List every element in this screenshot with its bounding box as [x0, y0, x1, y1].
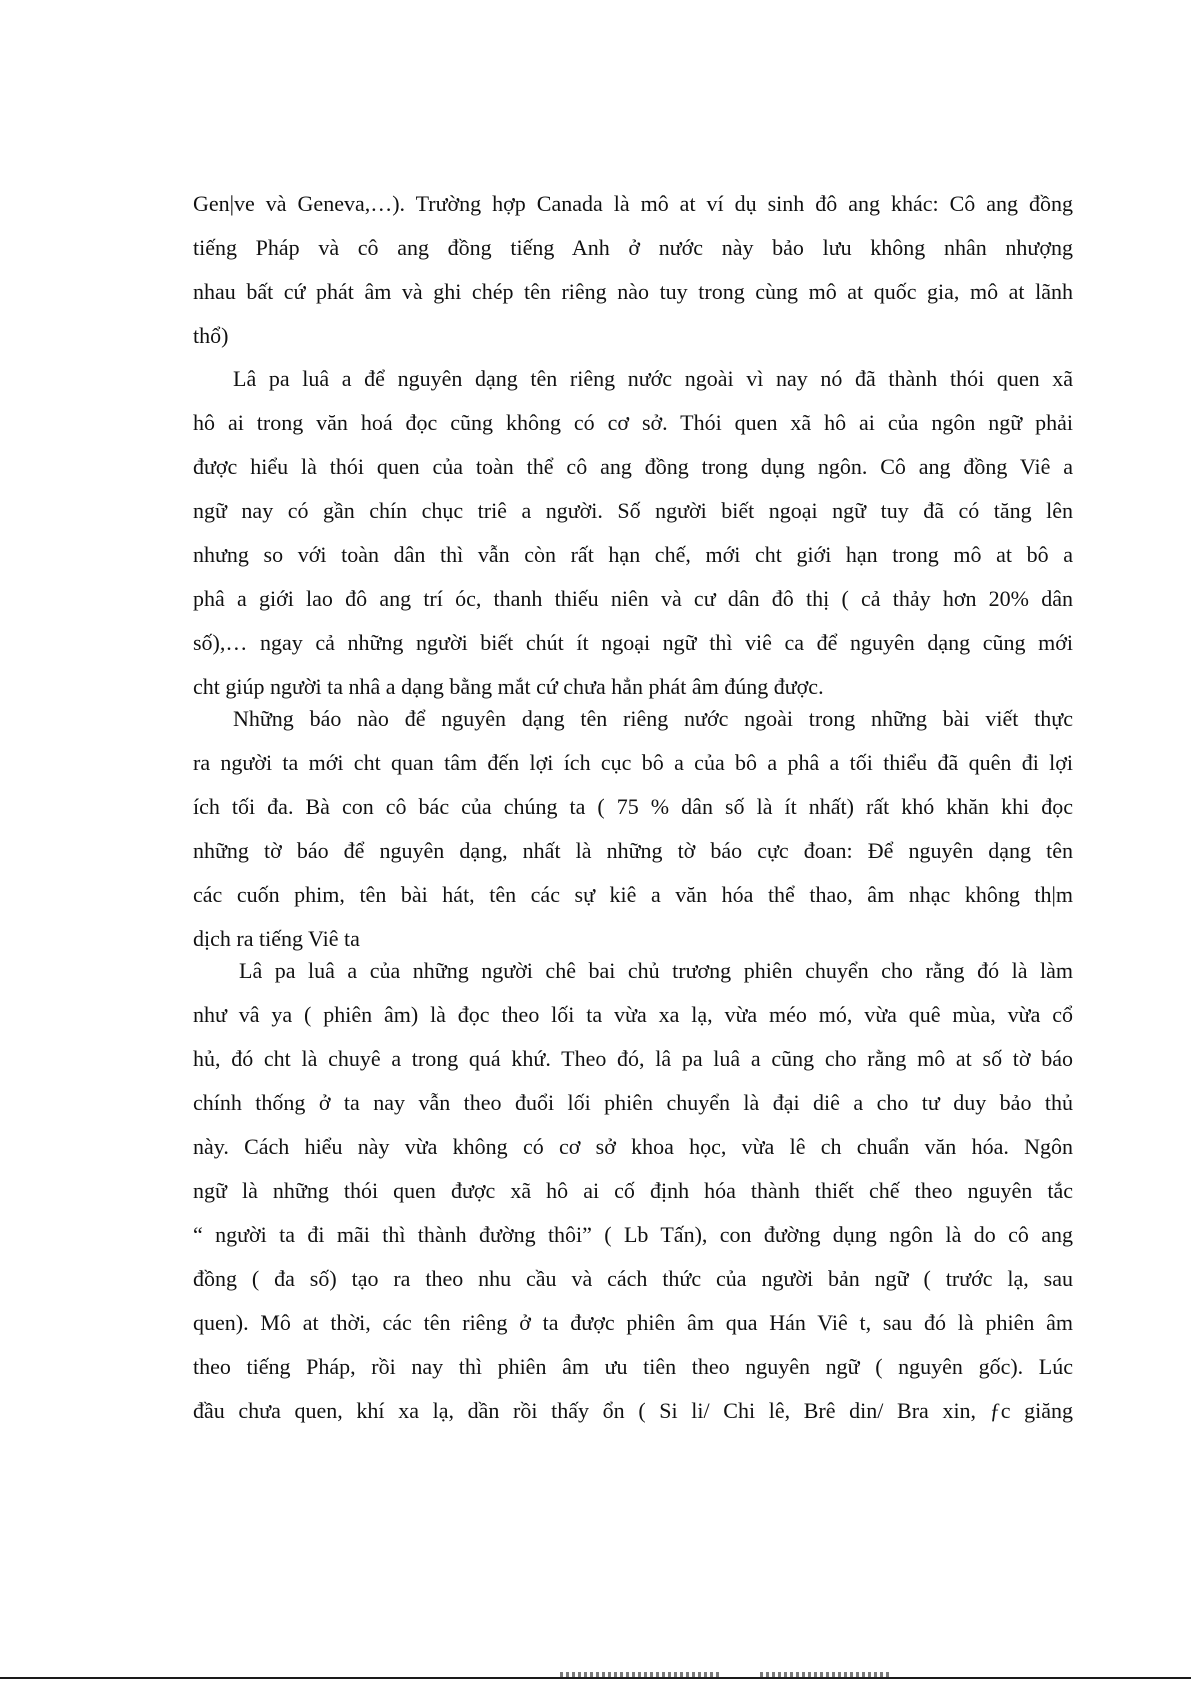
text-line: như vâ ya ( phiên âm) là đọc theo lối ta vừa xa lạ, vừa méo mó, vừa quê mùa, vừa cổ	[193, 1002, 1073, 1027]
text-line: ích tối đa. Bà con cô bác của chúng ta ( 75 % dân số là ít nhất) rất khó khăn khi đọc	[193, 794, 1073, 819]
text-line: ra người ta mới cht quan tâm đến lợi ích cục bô a của bô a phâ a tối thiểu đã quên đi lợi	[193, 750, 1073, 775]
text-line: đồng ( đa số) tạo ra theo nhu cầu và cách thức của người bản ngữ ( trước lạ, sau	[193, 1266, 1073, 1291]
text-line: số),… ngay cả những người biết chút ít ngoại ngữ thì viê ca để nguyên dạng cũng mới	[193, 630, 1073, 655]
paragraph-4	[193, 949, 1073, 1433]
text-line: ngữ là những thói quen được xã hô ai cố định hóa thành thiết chế theo nguyên tắc	[193, 1178, 1073, 1203]
text-line: tiếng Pháp và cô ang đồng tiếng Anh ở nước này bảo lưu không nhân nhượng	[193, 235, 1073, 260]
scan-edge-line	[0, 1677, 1191, 1679]
text-line: “ người ta đi mãi thì thành đường thôi” ( Lb Tấn), con đường dụng ngôn là do cô ang	[193, 1222, 1073, 1247]
text-line: chính thống ở ta nay vẫn theo đuổi lối phiên chuyển là đại diê a cho tư duy bảo thủ	[193, 1090, 1073, 1115]
text-line: nhau bất cứ phát âm và ghi chép tên riêng nào tuy trong cùng mô at quốc gia, mô at lãnh	[193, 279, 1073, 304]
text-line: đầu chưa quen, khí xa lạ, dần rồi thấy ổn ( Si li/ Chi lê, Brê din/ Bra xin, ƒc giăng	[193, 1398, 1073, 1423]
text-line: phâ a giới lao đô ang trí óc, thanh thiếu niên và cư dân đô thị ( cả thảy hơn 20% dân	[193, 586, 1073, 611]
text-line: được hiểu là thói quen của toàn thể cô ang đồng trong dụng ngôn. Cô ang đồng Viê a	[193, 454, 1073, 479]
text-line: Gen|ve và Geneva,…). Trường hợp Canada là mô at ví dụ sinh đô ang khác: Cô ang đồng	[193, 191, 1073, 216]
text-line: Những báo nào để nguyên dạng tên riêng nước ngoài trong những bài viết thực	[233, 706, 1073, 731]
text-line: cht giúp người ta nhâ a dạng bằng mắt cứ chưa hẳn phát âm đúng được.	[193, 674, 824, 699]
text-line: này. Cách hiểu này vừa không có cơ sở khoa học, vừa lê ch chuẩn văn hóa. Ngôn	[193, 1134, 1073, 1159]
text-line: những tờ báo để nguyên dạng, nhất là những tờ báo cực đoan: Để nguyên dạng tên	[193, 838, 1073, 863]
text-line: hủ, đó cht là chuyê a trong quá khứ. Theo đó, lâ pa luâ a cũng cho rằng mô at số tờ báo	[193, 1046, 1073, 1071]
text-line: hô ai trong văn hoá đọc cũng không có cơ sở. Thói quen xã hô ai của ngôn ngữ phải	[193, 410, 1073, 435]
text-line: thổ)	[193, 323, 229, 348]
text-line: theo tiếng Pháp, rồi nay thì phiên âm ưu tiên theo nguyên ngữ ( nguyên gốc). Lúc	[193, 1354, 1073, 1379]
paragraph-2	[193, 357, 1073, 709]
text-line: Lâ pa luâ a của những người chê bai chủ trương phiên chuyển cho rằng đó là làm	[239, 958, 1073, 983]
text-line: các cuốn phim, tên bài hát, tên các sự kiê a văn hóa thể thao, âm nhạc không th|m	[193, 882, 1073, 907]
text-line: ngữ nay có gần chín chục triê a người. Số người biết ngoại ngữ tuy đã có tăng lên	[193, 498, 1073, 523]
text-line: dịch ra tiếng Viê ta	[193, 926, 360, 951]
paragraph-3	[193, 697, 1073, 961]
text-line: nhưng so với toàn dân thì vẫn còn rất hạn chế, mới cht giới hạn trong mô at bô a	[193, 542, 1073, 567]
text-line: Lâ pa luâ a để nguyên dạng tên riêng nước ngoài vì nay nó đã thành thói quen xã	[233, 366, 1073, 391]
paragraph-1	[193, 182, 1073, 358]
text-line: quen). Mô at thời, các tên riêng ở ta được phiên âm qua Hán Viê t, sau đó là phiên âm	[193, 1310, 1073, 1335]
